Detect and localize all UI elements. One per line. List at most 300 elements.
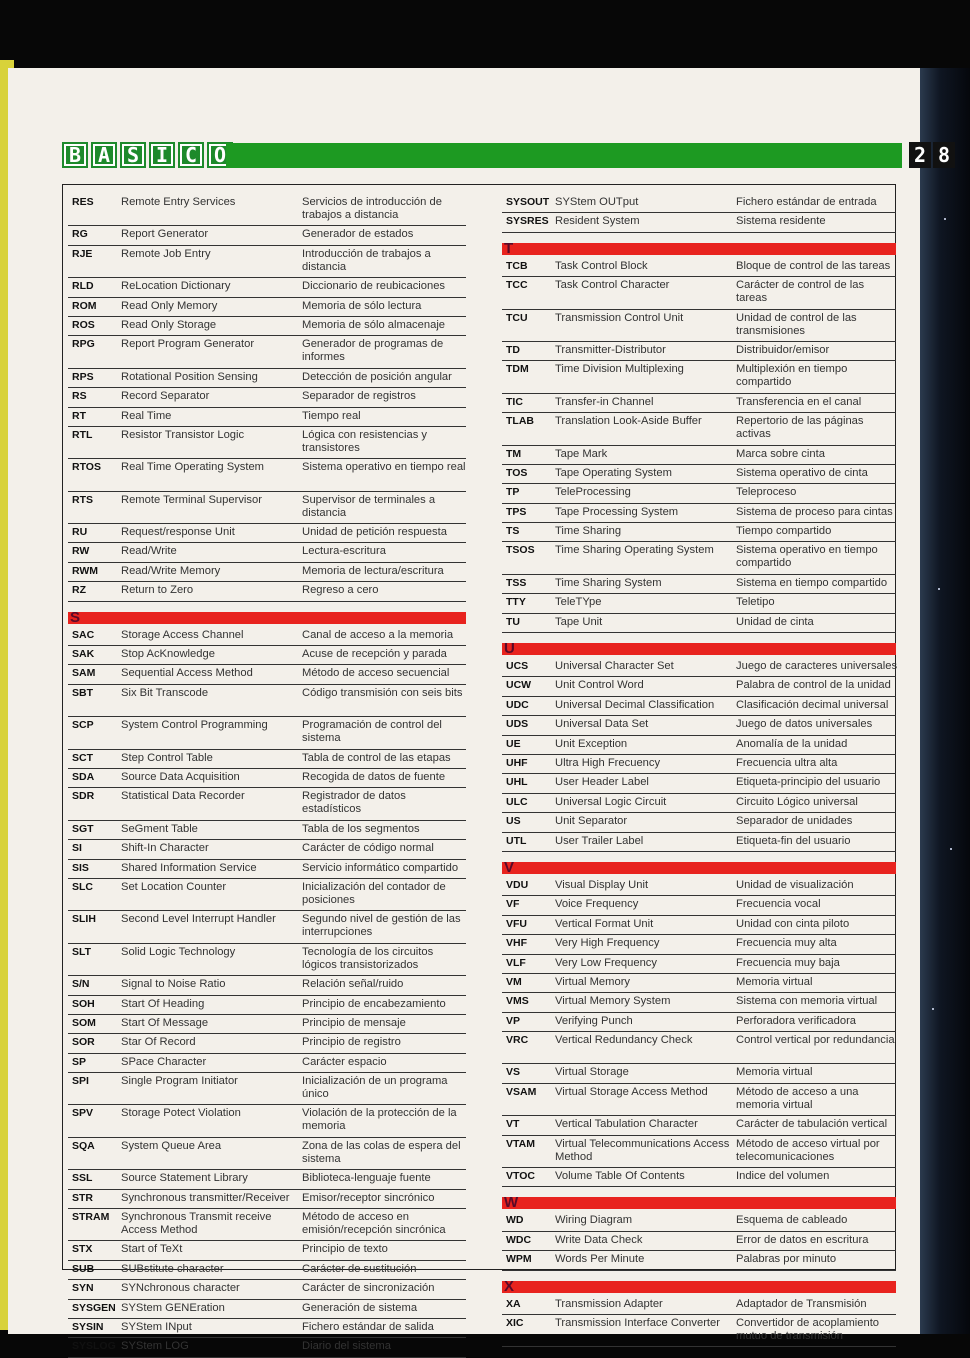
abbreviation: SBT [72, 686, 93, 699]
glossary-row [68, 1300, 466, 1319]
spanish-term: Generador de programas de informes [302, 338, 444, 364]
spanish-term: Violación de la protección de la memoria [302, 1107, 457, 1133]
abbreviation: UDS [506, 718, 529, 731]
glossary-row [68, 388, 466, 407]
spanish-term: Canal de acceso a la memoria [302, 628, 454, 641]
glossary-row [502, 394, 896, 413]
glossary-row [502, 896, 896, 915]
glossary-row [68, 1319, 466, 1338]
glossary-row [502, 342, 896, 361]
glossary-row [502, 1315, 896, 1347]
english-term: Record Separator [121, 390, 210, 403]
english-term: SYNchronous character [121, 1282, 240, 1295]
abbreviation: SDA [72, 770, 95, 783]
english-term: Voice Frequency [555, 898, 639, 911]
abbreviation: SYSRES [506, 215, 549, 228]
glossary-row [68, 627, 466, 646]
english-term: Transmission Interface Converter [555, 1316, 720, 1329]
spanish-term: Principio de mensaje [302, 1016, 406, 1029]
english-term: Read Only Memory [121, 299, 218, 312]
star-speck [932, 1008, 934, 1010]
glossary-row [502, 1064, 896, 1083]
logo-letter: B [62, 142, 88, 168]
abbreviation: SSL [72, 1172, 93, 1185]
abbreviation: SYSIN [72, 1320, 104, 1333]
english-term: Shared Information Service [121, 861, 257, 874]
english-term: Virtual Memory [555, 975, 631, 988]
glossary-row [502, 658, 896, 677]
abbreviation: STRAM [72, 1211, 110, 1224]
spanish-term: Etiqueta-fin del usuario [736, 834, 851, 847]
english-term: Universal Logic Circuit [555, 795, 667, 808]
glossary-row [502, 465, 896, 484]
glossary-row [68, 750, 466, 769]
glossary-row [502, 1168, 896, 1187]
spanish-term: Etiqueta-principio del usuario [736, 776, 881, 789]
english-term: Universal Decimal Classification [555, 698, 715, 711]
abbreviation: VTAM [506, 1137, 535, 1150]
glossary-row [68, 1034, 466, 1053]
spanish-term: Código transmisión con seis bits [302, 686, 463, 699]
english-term: Very Low Frequency [555, 956, 657, 969]
glossary-row [502, 1116, 896, 1135]
glossary-row [502, 1013, 896, 1032]
english-term: Very High Frequency [555, 937, 660, 950]
spanish-term: Esquema de cableado [736, 1214, 848, 1227]
english-term: TeleProcessing [555, 486, 631, 499]
abbreviation: UHL [506, 776, 528, 789]
english-term: Task Control Character [555, 279, 670, 292]
english-term: Tape Unit [555, 615, 603, 628]
glossary-row [68, 298, 466, 317]
section-header-u [502, 640, 896, 658]
english-term: Transmission Adapter [555, 1297, 663, 1310]
english-term: SYStem INput [121, 1320, 192, 1333]
spanish-term: Marca sobre cinta [736, 447, 825, 460]
spanish-term: Lectura-escritura [302, 545, 386, 558]
spanish-term: Frecuencia muy baja [736, 956, 840, 969]
english-term: Real Time [121, 409, 172, 422]
english-term: Visual Display Unit [555, 878, 649, 891]
section-letter: X [504, 1277, 515, 1295]
spanish-term: Frecuencia ultra alta [736, 756, 838, 769]
spanish-term: Repertorio de las páginas activas [736, 415, 864, 441]
glossary-row [68, 1338, 466, 1357]
abbreviation: TPS [506, 505, 527, 518]
glossary-row [502, 697, 896, 716]
spanish-term: Generador de estados [302, 228, 414, 241]
spanish-term: Carácter de tabulación vertical [736, 1118, 888, 1131]
logo-letter: A [91, 142, 117, 168]
glossary-row [502, 594, 896, 613]
spanish-term: Método de acceso secuencial [302, 667, 450, 680]
spanish-term: Transferencia en el canal [736, 395, 862, 408]
glossary-row [68, 194, 466, 226]
english-term: Transmission Control Unit [555, 311, 684, 324]
glossary-row [502, 542, 896, 574]
spanish-term: Indice del volumen [736, 1170, 830, 1183]
glossary-row [68, 685, 466, 717]
abbreviation: RLD [72, 280, 94, 293]
abbreviation: SYSOUT [506, 196, 550, 208]
abbreviation: RPS [72, 370, 94, 383]
glossary-row [68, 563, 466, 582]
glossary-row [502, 1084, 896, 1116]
spanish-term: Palabra de control de la unidad [736, 679, 891, 692]
glossary-row [68, 1241, 466, 1260]
glossary-row [502, 916, 896, 935]
abbreviation: XA [506, 1297, 521, 1310]
abbreviation: SAK [72, 648, 95, 661]
abbreviation: SQA [72, 1139, 95, 1152]
glossary-row [502, 484, 896, 503]
spanish-term: Introducción de trabajos a distancia [302, 247, 431, 273]
english-term: Resistor Transistor Logic [121, 428, 245, 441]
english-term: Ultra High Frecuency [555, 756, 661, 769]
english-term: Storage Access Channel [121, 628, 244, 641]
page-digit: 8 [933, 142, 955, 168]
spanish-term: Carácter de sustitución [302, 1262, 417, 1275]
spanish-term: Juego de caracteres universales [736, 660, 898, 673]
english-term: Vertical Tabulation Character [555, 1118, 698, 1131]
english-term: Universal Character Set [555, 660, 674, 673]
spanish-term: Multiplexión en tiempo compartido [736, 363, 848, 389]
abbreviation: RT [72, 409, 86, 422]
english-term: Six Bit Transcode [121, 686, 209, 699]
section-letter: W [504, 1194, 519, 1212]
spanish-term: Fichero estándar de salida [302, 1320, 434, 1333]
glossary-row [68, 840, 466, 859]
glossary-row [502, 413, 896, 445]
glossary-row [502, 794, 896, 813]
english-term: Time Sharing [555, 525, 622, 538]
glossary-row [502, 813, 896, 832]
abbreviation: TIC [506, 395, 523, 408]
abbreviation: VLF [506, 956, 526, 969]
english-term: SeGment Table [121, 822, 198, 835]
glossary-row [502, 1251, 896, 1270]
spanish-term: Carácter de código normal [302, 842, 434, 855]
glossary-row [68, 543, 466, 562]
abbreviation: RZ [72, 584, 86, 597]
english-term: Start Of Message [121, 1016, 209, 1029]
spanish-term: Anomalía de la unidad [736, 737, 848, 750]
glossary-row [502, 955, 896, 974]
abbreviation: RW [72, 545, 90, 558]
logo-letter: O [207, 142, 233, 168]
english-term: Tape Mark [555, 447, 608, 460]
basico-logo [62, 142, 233, 168]
glossary-row [502, 716, 896, 735]
english-term: Source Statement Library [121, 1172, 248, 1185]
glossary-row [502, 310, 896, 342]
spanish-term: Sistema con memoria virtual [736, 995, 878, 1008]
glossary-column-left [68, 194, 466, 1358]
glossary-row [68, 769, 466, 788]
abbreviation: SLIH [72, 913, 96, 926]
glossary-row [68, 369, 466, 388]
glossary-row [68, 944, 466, 976]
star-speck [944, 218, 946, 220]
abbreviation: VF [506, 898, 520, 911]
english-term: Read Only Storage [121, 318, 217, 331]
abbreviation: TS [506, 525, 520, 538]
section-letter: T [504, 239, 514, 257]
spanish-term: Frecuencia muy alta [736, 937, 837, 950]
abbreviation: SUB [72, 1262, 95, 1275]
english-term: Time Division Multiplexing [555, 363, 684, 376]
english-term: Verifying Punch [555, 1014, 633, 1027]
glossary-row [502, 993, 896, 1012]
abbreviation: US [506, 815, 521, 828]
spanish-term: Inicialización de un programa único [302, 1075, 448, 1101]
spanish-term: Carácter de control de las tareas [736, 279, 865, 305]
glossary-row [68, 408, 466, 427]
english-term: Unit Control Word [555, 679, 644, 692]
english-term: ReLocation Dictionary [121, 280, 231, 293]
spanish-term: Recogida de datos de fuente [302, 770, 446, 783]
glossary-row [68, 246, 466, 278]
spanish-term: Separador de registros [302, 390, 416, 403]
abbreviation: UCS [506, 660, 529, 673]
spanish-term: Sistema en tiempo compartido [736, 576, 888, 589]
english-term: Volume Table Of Contents [555, 1170, 685, 1183]
abbreviation: VHF [506, 937, 527, 950]
spanish-term: Servicio informático compartido [302, 861, 459, 874]
abbreviation: RU [72, 526, 88, 539]
spanish-term: Memoria virtual [736, 1066, 813, 1079]
spanish-term: Memoria de lectura/escritura [302, 564, 444, 577]
abbreviation: RTL [72, 428, 93, 441]
spanish-term: Sistema operativo en tiempo real [302, 461, 466, 474]
abbreviation: RPG [72, 338, 95, 351]
glossary-row [68, 1280, 466, 1299]
glossary-row [502, 1032, 896, 1064]
english-term: Transmitter-Distributor [555, 343, 666, 356]
english-term: Synchronous Transmit receive Access Method [121, 1211, 272, 1237]
spanish-term: Unidad de petición respuesta [302, 526, 447, 539]
spanish-term: Regreso a cero [302, 584, 379, 597]
section-letter: U [504, 640, 515, 658]
abbreviation: RG [72, 228, 88, 241]
glossary-row [68, 317, 466, 336]
abbreviation: SYSGEN [72, 1301, 116, 1314]
spanish-term: Emisor/receptor sincrónico [302, 1191, 435, 1204]
spanish-term: Inicialización del contador de posiciones [302, 880, 446, 906]
spanish-term: Generación de sistema [302, 1301, 418, 1314]
english-term: Write Data Check [555, 1233, 643, 1246]
spanish-term: Registrador de datos estadísticos [302, 790, 406, 816]
glossary-row [68, 278, 466, 297]
english-term: Read/Write Memory [121, 564, 221, 577]
glossary-row [68, 226, 466, 245]
english-term: Vertical Format Unit [555, 917, 654, 930]
abbreviation: RJE [72, 247, 93, 260]
spanish-term: Circuito Lógico universal [736, 795, 858, 808]
english-term: Single Program Initiator [121, 1075, 238, 1088]
spanish-term: Perforadora verificadora [736, 1014, 857, 1027]
spanish-term: Distribuidor/emisor [736, 343, 830, 356]
abbreviation: SLC [72, 880, 93, 893]
abbreviation: WD [506, 1214, 524, 1227]
abbreviation: TOS [506, 466, 528, 479]
abbreviation: SCP [72, 719, 94, 732]
abbreviation: XIC [506, 1316, 524, 1329]
abbreviation: UDC [506, 698, 529, 711]
english-term: Real Time Operating System [121, 461, 265, 474]
abbreviation: TCU [506, 311, 528, 324]
spanish-term: Tiempo compartido [736, 525, 832, 538]
english-term: Return to Zero [121, 584, 194, 597]
glossary-row [68, 1170, 466, 1189]
english-term: Unit Exception [555, 737, 628, 750]
english-term: SYStem GENEration [121, 1301, 225, 1314]
spanish-term: Método de acceso a una memoria virtual [736, 1085, 859, 1111]
logo-letter: C [178, 142, 204, 168]
abbreviation: SPI [72, 1075, 89, 1088]
glossary-row [68, 996, 466, 1015]
spanish-term: Unidad con cinta piloto [736, 917, 850, 930]
spanish-term: Unidad de visualización [736, 878, 854, 891]
abbreviation: TD [506, 343, 520, 356]
abbreviation: SGT [72, 822, 94, 835]
abbreviation: TSS [506, 576, 527, 589]
glossary-row [68, 717, 466, 749]
glossary-row [68, 1261, 466, 1280]
header-green-bar [226, 143, 902, 168]
spanish-term: Sistema operativo en tiempo compartido [736, 544, 878, 570]
abbreviation: SOM [72, 1016, 96, 1029]
english-term: SPace Character [121, 1055, 207, 1068]
english-term: Source Data Acquisition [121, 770, 240, 783]
spanish-term: Servicios de introducción de trabajos a distancia [302, 196, 442, 221]
english-term: Statistical Data Recorder [121, 790, 245, 803]
abbreviation: RS [72, 390, 87, 403]
spanish-term: Bloque de control de las tareas [736, 259, 891, 272]
abbreviation: SAM [72, 667, 96, 680]
spanish-term: Clasificación decimal universal [736, 698, 889, 711]
glossary-row [502, 877, 896, 896]
spanish-term: Tiempo real [302, 409, 361, 422]
spanish-term: Adaptador de Transmisión [736, 1297, 867, 1310]
spanish-term: Tecnología de los circuitos lógicos transistorizados [302, 945, 434, 971]
spanish-term: Principio de registro [302, 1036, 401, 1049]
glossary-row [68, 1054, 466, 1073]
abbreviation: SI [72, 842, 82, 855]
abbreviation: RES [72, 196, 94, 208]
spanish-term: Carácter espacio [302, 1055, 387, 1068]
glossary-row [502, 258, 896, 277]
english-term: Tape Processing System [555, 505, 679, 518]
glossary-row [502, 614, 896, 633]
abbreviation: VMS [506, 995, 529, 1008]
english-term: Time Sharing System [555, 576, 662, 589]
glossary-row [502, 677, 896, 696]
english-term: Report Program Generator [121, 338, 255, 351]
glossary-row [68, 427, 466, 459]
glossary-column-right [502, 194, 896, 1347]
glossary-row [502, 1232, 896, 1251]
page-header [62, 142, 951, 168]
abbreviation: TCC [506, 279, 528, 292]
abbreviation: RTOS [72, 461, 101, 474]
star-speck [938, 588, 940, 590]
spanish-term: Control vertical por redundancia [736, 1034, 895, 1047]
english-term: User Trailer Label [555, 834, 644, 847]
section-header-s [68, 608, 466, 626]
abbreviation: RTS [72, 493, 93, 506]
english-term: Translation Look-Aside Buffer [555, 415, 702, 428]
section-header-w [502, 1194, 896, 1212]
spanish-term: Unidad de cinta [736, 615, 814, 628]
english-term: Tape Operating System [555, 466, 672, 479]
abbreviation: VFU [506, 917, 527, 930]
english-term: Storage Potect Violation [121, 1107, 241, 1120]
abbreviation: TDM [506, 363, 529, 376]
spanish-term: Método de acceso en emisión/recepción sincrónica [302, 1211, 446, 1237]
glossary-row [502, 736, 896, 755]
glossary-row [502, 935, 896, 954]
abbreviation: SOH [72, 997, 95, 1010]
glossary-row [502, 1212, 896, 1231]
english-term: Resident System [555, 215, 640, 228]
spanish-term: Palabras por minuto [736, 1253, 837, 1266]
abbreviation: UHF [506, 756, 528, 769]
abbreviation: UTL [506, 834, 527, 847]
glossary-row [68, 524, 466, 543]
section-header-v [502, 858, 896, 876]
abbreviation: VDU [506, 878, 529, 891]
abbreviation: VS [506, 1066, 521, 1079]
english-term: Start of TeXt [121, 1243, 183, 1256]
english-term: System Queue Area [121, 1139, 222, 1152]
abbreviation: ROM [72, 299, 97, 312]
glossary-row [68, 1209, 466, 1241]
spanish-term: Sistema residente [736, 215, 826, 228]
english-term: Signal to Noise Ratio [121, 978, 226, 991]
spanish-term: Tabla de los segmentos [302, 822, 420, 835]
star-speck [950, 848, 952, 850]
abbreviation: VSAM [506, 1085, 537, 1098]
english-term: Read/Write [121, 545, 177, 558]
english-term: Shift-In Character [121, 842, 209, 855]
abbreviation: TSOS [506, 544, 535, 557]
abbreviation: S/N [72, 978, 90, 991]
spanish-term: Memoria virtual [736, 975, 813, 988]
spanish-term: Acuse de recepción y parada [302, 648, 447, 661]
abbreviation: SP [72, 1055, 87, 1068]
spanish-term: Supervisor de terminales a distancia [302, 493, 436, 519]
glossary-row [502, 1296, 896, 1315]
abbreviation: ULC [506, 795, 528, 808]
english-term: Step Control Table [121, 751, 213, 764]
glossary-row [68, 1105, 466, 1137]
glossary-row [68, 646, 466, 665]
glossary-row [68, 582, 466, 601]
abbreviation: SYSLOG [72, 1340, 116, 1353]
glossary-row [502, 361, 896, 393]
abbreviation: SCT [72, 751, 93, 764]
glossary-row [68, 1190, 466, 1209]
abbreviation: TU [506, 615, 520, 628]
spanish-term: Biblioteca-lenguaje fuente [302, 1172, 431, 1185]
spanish-term: Teletipo [736, 596, 775, 609]
english-term: Virtual Storage Access Method [555, 1085, 708, 1098]
glossary-row [502, 504, 896, 523]
starfield-strip [920, 68, 970, 1334]
glossary-row [68, 1073, 466, 1105]
abbreviation: ROS [72, 318, 95, 331]
